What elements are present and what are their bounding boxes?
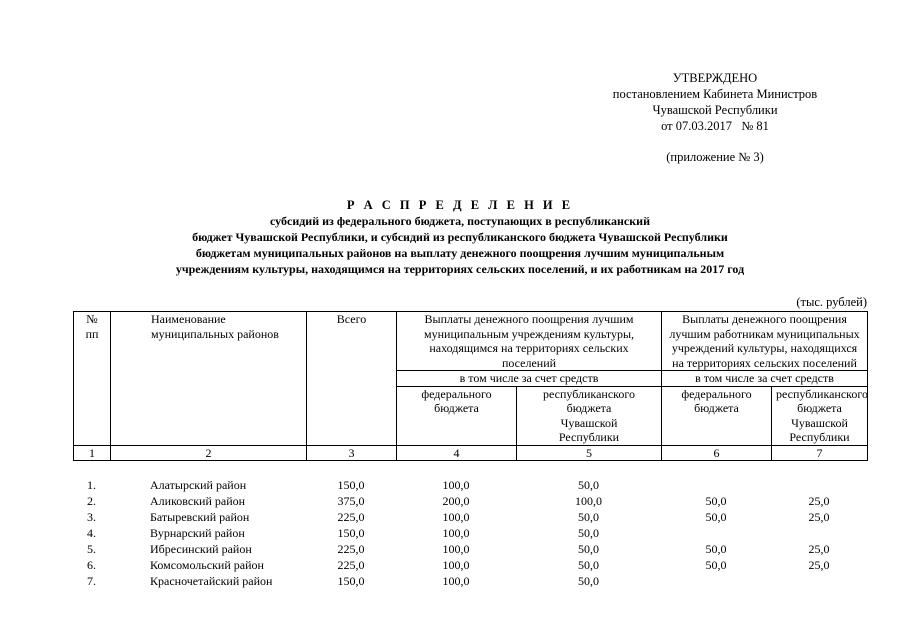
row-number-cell: 4. bbox=[87, 526, 96, 540]
row-number-cell: 5. bbox=[87, 542, 96, 556]
header-including-2: в том числе за счет средств bbox=[662, 371, 868, 387]
row-number-cell: 3. bbox=[87, 510, 96, 524]
document-title bbox=[60, 197, 860, 277]
approval-line-date: от 07.03.2017 № 81 bbox=[661, 119, 769, 133]
republican-workers-cell: 25,0 bbox=[808, 558, 830, 572]
header-republican-1: республиканского бюджета Чувашской Республики bbox=[517, 386, 662, 445]
units-label: (тыс. рублей) bbox=[796, 295, 867, 309]
federal-institutions-cell: 100,0 bbox=[442, 542, 470, 556]
table-row bbox=[73, 493, 867, 509]
republican-institutions-cell: 50,0 bbox=[578, 574, 599, 588]
approval-line-approved: УТВЕРЖДЕНО bbox=[672, 71, 758, 85]
federal-workers-cell: 50,0 bbox=[705, 510, 727, 524]
federal-workers-cell bbox=[661, 573, 771, 589]
federal-institutions-cell: 100,0 bbox=[442, 574, 470, 588]
table-row bbox=[73, 541, 867, 557]
total-cell: 225,0 bbox=[337, 558, 365, 572]
title-line-3: бюджетам муниципальных районов на выплату денежного поощрения лучшим муниципальным bbox=[195, 246, 725, 260]
row-number-cell: 1. bbox=[87, 478, 96, 492]
federal-institutions-cell: 100,0 bbox=[442, 558, 470, 572]
district-name-cell: Ибресинский район bbox=[150, 542, 252, 556]
table-row bbox=[73, 509, 867, 525]
total-cell: 150,0 bbox=[337, 574, 365, 588]
federal-workers-cell: 50,0 bbox=[705, 542, 727, 556]
republican-institutions-cell: 100,0 bbox=[575, 494, 602, 508]
table-row bbox=[73, 477, 867, 493]
republican-institutions-cell: 50,0 bbox=[578, 542, 599, 556]
district-name-cell: Алатырский район bbox=[150, 478, 247, 492]
title-line-4: учреждениям культуры, находящимся на территориях сельских поселений, и их работникам на 2017 год bbox=[175, 262, 745, 276]
total-cell: 375,0 bbox=[337, 494, 365, 508]
column-number: 5 bbox=[517, 445, 662, 461]
republican-workers-cell: 25,0 bbox=[808, 542, 830, 556]
district-name-cell: Комсомольский район bbox=[150, 558, 264, 572]
republican-workers-cell: 25,0 bbox=[808, 494, 830, 508]
header-col-name: Наименование муниципальных районов bbox=[111, 312, 307, 446]
approval-stamp bbox=[560, 70, 870, 134]
republican-institutions-cell: 50,0 bbox=[578, 558, 599, 572]
column-number: 2 bbox=[111, 445, 307, 461]
total-cell: 225,0 bbox=[337, 542, 365, 556]
republican-workers-cell bbox=[771, 525, 867, 541]
table-row bbox=[73, 525, 867, 541]
column-number: 6 bbox=[662, 445, 772, 461]
title-line-1: субсидий из федерального бюджета, поступающих в республиканский bbox=[269, 214, 650, 228]
column-number: 7 bbox=[772, 445, 868, 461]
header-republican-2: республиканского бюджета Чувашской Республики bbox=[772, 386, 868, 445]
district-name-cell: Аликовский район bbox=[150, 494, 246, 508]
total-cell: 225,0 bbox=[337, 510, 365, 524]
approval-line-republic: Чувашской Республики bbox=[652, 103, 778, 117]
federal-institutions-cell: 100,0 bbox=[442, 478, 470, 492]
title-main: Р А С П Р Е Д Е Л Е Н И Е bbox=[346, 198, 574, 212]
row-number-cell: 6. bbox=[87, 558, 96, 572]
header-federal-1: федерального бюджета bbox=[397, 386, 517, 445]
federal-workers-cell bbox=[661, 525, 771, 541]
table-row bbox=[73, 573, 867, 589]
column-number: 1 bbox=[74, 445, 111, 461]
republican-workers-cell bbox=[771, 477, 867, 493]
title-line-2: бюджет Чувашской Республики, и субсидий из республиканского бюджета Чувашской Республики bbox=[192, 230, 728, 244]
federal-workers-cell bbox=[661, 477, 771, 493]
total-cell: 150,0 bbox=[337, 526, 365, 540]
district-name-cell: Батыревский район bbox=[150, 510, 250, 524]
row-number-cell: 2. bbox=[87, 494, 96, 508]
header-column-numbers bbox=[74, 445, 868, 461]
header-group-institutions: Выплаты денежного поощрения лучшим муниципальным учреждениям культуры, находящимся на территориях сельских поселений bbox=[397, 312, 662, 371]
header-including-1: в том числе за счет средств bbox=[397, 371, 662, 387]
federal-institutions-cell: 100,0 bbox=[442, 526, 470, 540]
republican-institutions-cell: 50,0 bbox=[578, 526, 599, 540]
district-name-cell: Вурнарский район bbox=[150, 526, 245, 540]
republican-workers-cell: 25,0 bbox=[808, 510, 830, 524]
distribution-table-body bbox=[73, 477, 867, 589]
district-name-cell: Красночетайский район bbox=[150, 574, 273, 588]
header-group-workers: Выплаты денежного поощрения лучшим работникам муниципальных учреждений культуры, находящихся на территориях сельских поселений bbox=[662, 312, 868, 371]
total-cell: 150,0 bbox=[337, 478, 365, 492]
header-col-total: Всего bbox=[307, 312, 397, 446]
federal-workers-cell: 50,0 bbox=[705, 558, 727, 572]
header-col-no: № пп bbox=[74, 312, 111, 446]
column-number: 3 bbox=[307, 445, 397, 461]
approval-line-resolution: постановлением Кабинета Министров bbox=[612, 87, 818, 101]
distribution-table-header bbox=[73, 311, 868, 461]
federal-workers-cell: 50,0 bbox=[705, 494, 727, 508]
header-federal-2: федерального бюджета bbox=[662, 386, 772, 445]
republican-institutions-cell: 50,0 bbox=[578, 510, 599, 524]
row-number-cell: 7. bbox=[87, 574, 96, 588]
republican-institutions-cell: 50,0 bbox=[578, 478, 599, 492]
federal-institutions-cell: 200,0 bbox=[442, 494, 470, 508]
column-number: 4 bbox=[397, 445, 517, 461]
federal-institutions-cell: 100,0 bbox=[442, 510, 470, 524]
appendix-label: (приложение № 3) bbox=[666, 150, 764, 164]
table-row bbox=[73, 557, 867, 573]
republican-workers-cell bbox=[771, 573, 867, 589]
